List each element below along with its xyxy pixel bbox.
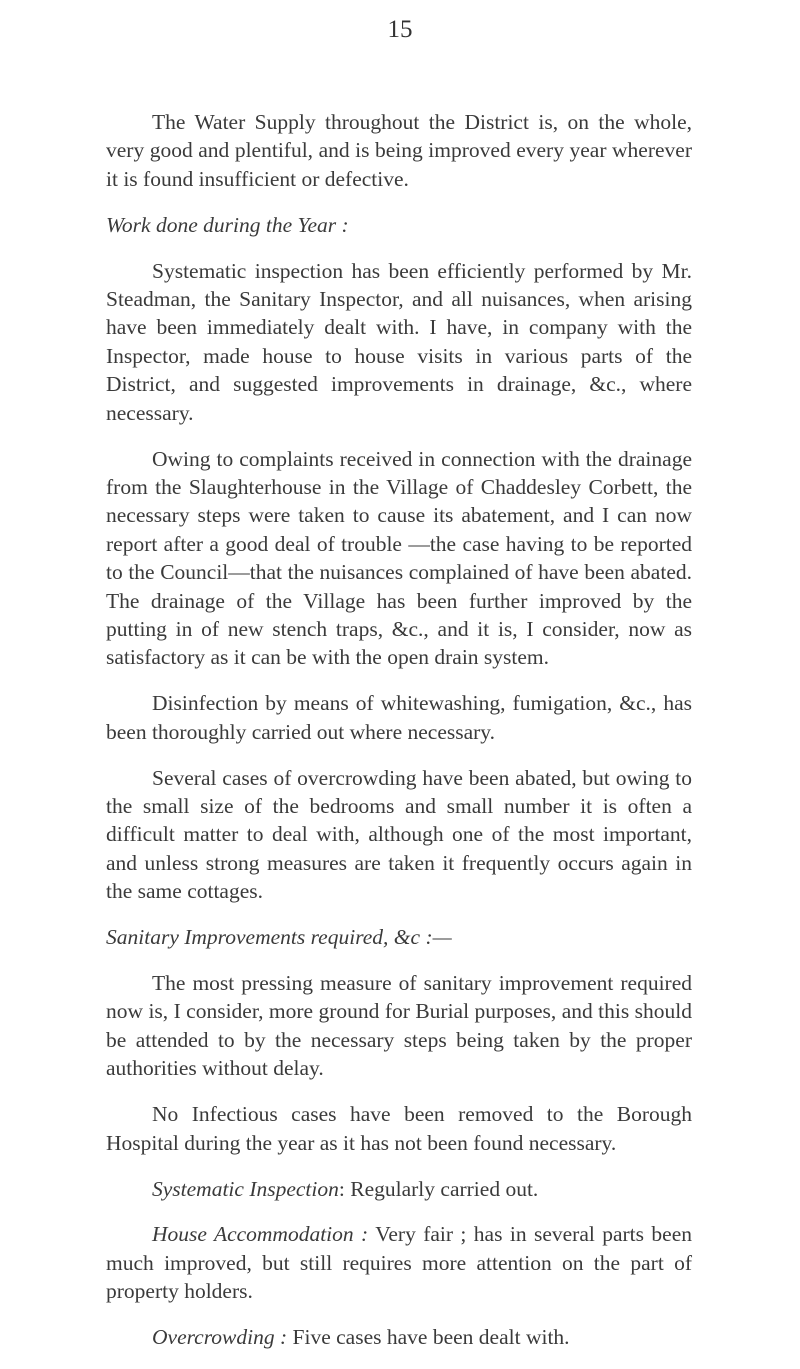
page-number: 15 [387, 16, 413, 43]
heading-sanitary-improvements: Sanitary Improvements required, &c :— [106, 925, 452, 950]
paragraph-disinfection: Disinfection by means of whitewashing, fumigation, &c., has been thoroughly carried out where necessary. [106, 691, 692, 744]
paragraph-overcrowding: Several cases of overcrowding have been abated, but owing to the small size of the bedrooms and small number it is often a difficult matter to deal with, although one of the most important, and unless strong measures are taken it frequently occurs again in the same cottages. [106, 765, 692, 904]
item-house-accommodation [106, 1220, 692, 1305]
item-text: Five cases have been dealt with. [287, 1325, 570, 1350]
paragraph-infectious: No Infectious cases have been removed to the Borough Hospital during the year as it has not been found necessary. [106, 1102, 692, 1155]
item-label: Overcrowding : [152, 1325, 288, 1350]
body-text [106, 108, 692, 1369]
item-label: House Accommodation : [152, 1222, 369, 1247]
paragraph-water-supply: The Water Supply throughout the District is, on the whole, very good and plentiful, and is being improved every year wherever it is found insufficient or defective. [106, 110, 692, 191]
paragraph-complaints: Owing to complaints received in connection with the drainage from the Slaughterhouse in the Village of Chaddesley Corbett, the necessary steps were taken to cause its abatement, and I can now report after a good deal of trouble —the case having to be reported to the Council—that the nuisances complained of have been abated. The drainage of the Village has been further improved by the putting in of new stench traps, &c., and it is, I consider, now as satisfactory as it can be with the open drain system. [106, 446, 692, 670]
paragraph-burial: The most pressing measure of sanitary improvement required now is, I consider, more ground for Burial purposes, and this should be attended to by the necessary steps being taken by the proper authorities without delay. [106, 971, 692, 1081]
item-systematic-inspection [106, 1175, 692, 1203]
item-text: Very fair ; has in several parts been much improved, but still requires more attention on the part of property holders. [106, 1222, 692, 1304]
paragraph-inspection: Systematic inspection has been efficiently performed by Mr. Steadman, the Sanitary Inspector, and all nuisances, when arising have been immediately dealt with. I have, in company with the Inspector, made house to house visits in various parts of the District, and suggested improvements in drainage, &c., where necessary. [106, 258, 692, 425]
heading-work-done: Work done during the Year : [106, 212, 349, 237]
item-label: Systematic Inspection [152, 1176, 339, 1201]
item-text: : Regularly carried out. [338, 1176, 539, 1201]
item-overcrowding [106, 1323, 692, 1351]
